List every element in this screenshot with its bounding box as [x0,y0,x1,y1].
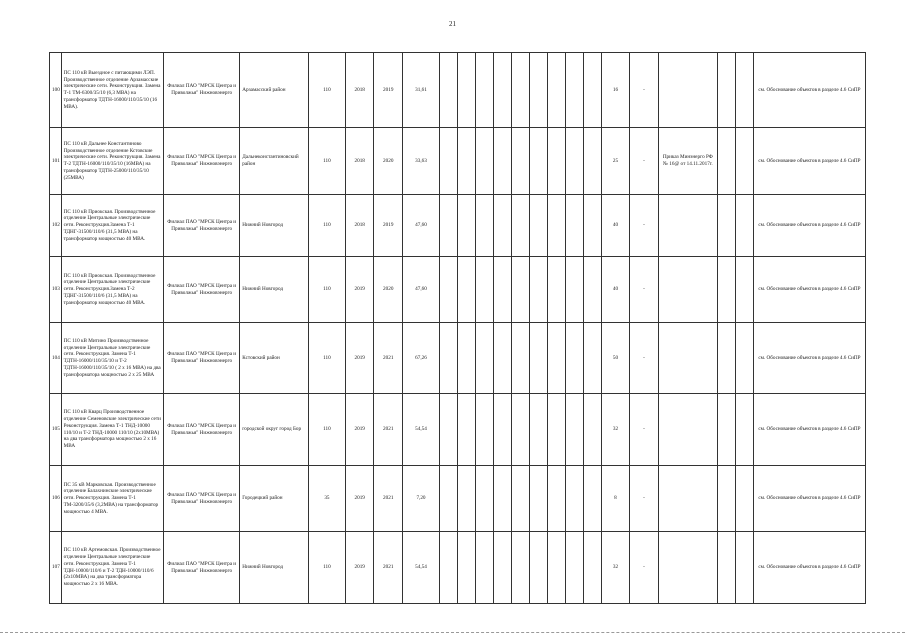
dash-cell: - [630,532,659,604]
justification-note: см. Обоснование объектов в разделе 4.6 СиПР [753,257,865,323]
row-number: 100 [50,53,62,128]
empty-cell [565,466,583,532]
organization: Филиал ПАО "МРСК Центра и Приволжья" Нижновэнерго [164,532,240,604]
organization: Филиал ПАО "МРСК Центра и Приволжья" Нижновэнерго [164,195,240,257]
empty-cell [717,532,735,604]
cost-value: 31,61 [402,53,439,128]
end-year: 2019 [374,53,403,128]
object-name: ПС 35 кВ Марковская. Производственное отделение Балахнинские электрические сети. Реконструкция. Замена Т-1 ТМ-3200/35/6 (3,2МВА) на трансформатор мощностью 4 МВА. [61,466,164,532]
empty-cell [475,466,493,532]
end-year: 2021 [374,394,403,466]
empty-cell [511,394,529,466]
investment-table [49,52,866,604]
end-year: 2021 [374,532,403,604]
cost-value: 33,63 [402,128,439,195]
empty-cell [583,128,601,195]
empty-cell [475,195,493,257]
voltage-kv: 110 [308,53,345,128]
start-year: 2018 [345,195,374,257]
basis-document: Приказ Минэнерго РФ № 16@ от 14.11.2017г. [658,128,717,195]
object-name: ПС 110 кВ Митино Производственное отделение Центральные электрические сети. Реконструкция. Замена Т-1 ТДТН-16000/110/35/10 и Т-2 ТДТН-16000/110/35/10 ( 2 х 16 МВА) на два трансформатора мощностью 2 х 25 МВА [61,323,164,394]
empty-cell [735,323,753,394]
start-year: 2018 [345,53,374,128]
dash-cell: - [630,53,659,128]
justification-note: см. Обоснование объектов в разделе 4.6 СиПР [753,195,865,257]
row-number: 106 [50,466,62,532]
empty-cell [717,53,735,128]
empty-cell [735,53,753,128]
end-year: 2021 [374,466,403,532]
voltage-kv: 110 [308,195,345,257]
empty-cell [565,128,583,195]
voltage-kv: 110 [308,257,345,323]
capacity-mva: 32 [601,532,630,604]
empty-cell [439,128,457,195]
justification-note: см. Обоснование объектов в разделе 4.6 СиПР [753,128,865,195]
end-year: 2020 [374,257,403,323]
page-number: 21 [449,20,456,28]
voltage-kv: 110 [308,394,345,466]
empty-cell [717,195,735,257]
empty-cell [475,394,493,466]
basis-document [658,466,717,532]
row-number: 102 [50,195,62,257]
empty-cell [583,323,601,394]
empty-cell [529,257,547,323]
dash-cell: - [630,257,659,323]
empty-cell [717,394,735,466]
basis-document [658,53,717,128]
cost-value: 54,54 [402,394,439,466]
organization: Филиал ПАО "МРСК Центра и Приволжья" Нижновэнерго [164,466,240,532]
empty-cell [547,128,565,195]
empty-cell [547,466,565,532]
cost-value: 47,60 [402,257,439,323]
cost-value: 47,60 [402,195,439,257]
empty-cell [511,128,529,195]
dash-cell: - [630,195,659,257]
empty-cell [475,532,493,604]
capacity-mva: 25 [601,128,630,195]
empty-cell [475,53,493,128]
empty-cell [493,195,511,257]
empty-cell [511,53,529,128]
empty-cell [717,128,735,195]
organization: Филиал ПАО "МРСК Центра и Приволжья" Нижновэнерго [164,128,240,195]
basis-document [658,532,717,604]
empty-cell [493,394,511,466]
empty-cell [457,257,475,323]
empty-cell [547,257,565,323]
empty-cell [439,53,457,128]
empty-cell [511,257,529,323]
empty-cell [493,128,511,195]
organization: Филиал ПАО "МРСК Центра и Приволжья" Нижновэнерго [164,257,240,323]
empty-cell [547,195,565,257]
empty-cell [457,532,475,604]
empty-cell [475,128,493,195]
empty-cell [457,466,475,532]
empty-cell [439,466,457,532]
organization: Филиал ПАО "МРСК Центра и Приволжья" Нижновэнерго [164,394,240,466]
end-year: 2020 [374,128,403,195]
empty-cell [493,323,511,394]
empty-cell [735,466,753,532]
empty-cell [529,466,547,532]
municipal-area: городской округ город Бор [240,394,309,466]
justification-note: см. Обоснование объектов в разделе 4.6 СиПР [753,466,865,532]
municipal-area: Нижний Новгород [240,257,309,323]
municipal-area: Нижний Новгород [240,195,309,257]
empty-cell [735,195,753,257]
empty-cell [529,128,547,195]
row-number: 105 [50,394,62,466]
voltage-kv: 110 [308,323,345,394]
object-name: ПС 110 кВ Артемовская. Производственное отделение Центральные электрические сети. Реконструкция. Замена Т-1 ТДН-10000/110/6 и Т-2 ТДН-10000/110/6 (2х10МВА) на два трансформатора мощностью 2 х 16 МВА. [61,532,164,604]
empty-cell [565,195,583,257]
empty-cell [565,323,583,394]
empty-cell [493,466,511,532]
municipal-area: Арзамасский район [240,53,309,128]
table-row [50,257,866,323]
voltage-kv: 35 [308,466,345,532]
empty-cell [583,195,601,257]
table-row [50,323,866,394]
empty-cell [511,532,529,604]
table-row [50,195,866,257]
voltage-kv: 110 [308,128,345,195]
capacity-mva: 40 [601,257,630,323]
empty-cell [457,195,475,257]
empty-cell [439,532,457,604]
table-row [50,53,866,128]
object-name: ПС 110 кВ Приокская. Производственное отделение Центральные электрические сети. Реконструкция.Замена Т-1 ТДНГ-31500/110/6 (31,5 МВА) на трансформатор мощностью 40 МВА. [61,195,164,257]
empty-cell [493,53,511,128]
empty-cell [529,394,547,466]
empty-cell [439,195,457,257]
empty-cell [565,532,583,604]
dash-cell: - [630,394,659,466]
empty-cell [565,394,583,466]
municipal-area: Кстовский район [240,323,309,394]
empty-cell [547,394,565,466]
justification-note: см. Обоснование объектов в разделе 4.6 СиПР [753,323,865,394]
empty-cell [735,532,753,604]
capacity-mva: 40 [601,195,630,257]
empty-cell [457,128,475,195]
empty-cell [583,532,601,604]
empty-cell [565,53,583,128]
empty-cell [547,53,565,128]
empty-cell [583,53,601,128]
empty-cell [717,257,735,323]
dash-cell: - [630,128,659,195]
start-year: 2019 [345,466,374,532]
empty-cell [511,323,529,394]
empty-cell [735,128,753,195]
empty-cell [457,394,475,466]
empty-cell [475,257,493,323]
justification-note: см. Обоснование объектов в разделе 4.6 СиПР [753,532,865,604]
start-year: 2018 [345,128,374,195]
empty-cell [529,323,547,394]
row-number: 103 [50,257,62,323]
empty-cell [529,53,547,128]
justification-note: см. Обоснование объектов в разделе 4.6 СиПР [753,53,865,128]
basis-document [658,195,717,257]
voltage-kv: 110 [308,532,345,604]
justification-note: см. Обоснование объектов в разделе 4.6 СиПР [753,394,865,466]
empty-cell [439,257,457,323]
start-year: 2019 [345,323,374,394]
empty-cell [475,323,493,394]
empty-cell [583,394,601,466]
empty-cell [547,323,565,394]
cost-value: 54,54 [402,532,439,604]
start-year: 2019 [345,532,374,604]
row-number: 101 [50,128,62,195]
dash-cell: - [630,323,659,394]
basis-document [658,323,717,394]
empty-cell [529,532,547,604]
cost-value: 7,20 [402,466,439,532]
empty-cell [457,53,475,128]
table-row [50,394,866,466]
start-year: 2019 [345,394,374,466]
organization: Филиал ПАО "МРСК Центра и Приволжья" Нижновэнерго [164,53,240,128]
page-bottom-edge [0,632,905,634]
end-year: 2019 [374,195,403,257]
empty-cell [457,323,475,394]
start-year: 2019 [345,257,374,323]
empty-cell [735,394,753,466]
object-name: ПС 110 кВ Выездное с питающими ЛЭП. Производственное отделение Арзамасские электрические сети. Реконструкция. Замена Т-1 ТМ-6300/35/10 (6,3 МВА) на трансформатор ТДТН-16000/110/35/10 (16 МВА). [61,53,164,128]
empty-cell [717,466,735,532]
row-number: 104 [50,323,62,394]
empty-cell [547,532,565,604]
object-name: ПС 110 кВ Дальнее Константиново Производственное отделение Кстовские электрические сети. Реконструкция. Замена Т-2 ТДТН-16000/110/35/10 (16МВА) на трансформатор ТДТН-25000/110/35/10 (25МВА) [61,128,164,195]
table-row [50,466,866,532]
municipal-area: Городецкий район [240,466,309,532]
empty-cell [493,257,511,323]
empty-cell [529,195,547,257]
empty-cell [735,257,753,323]
capacity-mva: 32 [601,394,630,466]
capacity-mva: 8 [601,466,630,532]
municipal-area: Нижний Новгород [240,532,309,604]
empty-cell [511,466,529,532]
end-year: 2021 [374,323,403,394]
table-row [50,532,866,604]
capacity-mva: 16 [601,53,630,128]
cost-value: 67,26 [402,323,439,394]
municipal-area: Дальнеконстантиновский район [240,128,309,195]
empty-cell [493,532,511,604]
empty-cell [511,195,529,257]
empty-cell [583,257,601,323]
object-name: ПС 110 кВ Приокская. Производственное отделение Центральные электрические сети. Реконструкция.Замена Т-2 ТДНГ-31500/110/6 (31,5 МВА) на трансформатор мощностью 40 МВА. [61,257,164,323]
empty-cell [583,466,601,532]
basis-document [658,257,717,323]
organization: Филиал ПАО "МРСК Центра и Приволжья" Нижновэнерго [164,323,240,394]
empty-cell [565,257,583,323]
object-name: ПС 110 кВ Кварц Производственное отделение Семеновские электрические сети Реконструкция. Замена Т-1 ТНД-10000 110/10 и Т-2 ТНД-10000 110/10 (2х10МВА) на два трансформатора мощностью 2 х 16 МВА [61,394,164,466]
dash-cell: - [630,466,659,532]
row-number: 107 [50,532,62,604]
empty-cell [439,323,457,394]
capacity-mva: 50 [601,323,630,394]
table-row [50,128,866,195]
empty-cell [439,394,457,466]
basis-document [658,394,717,466]
empty-cell [717,323,735,394]
